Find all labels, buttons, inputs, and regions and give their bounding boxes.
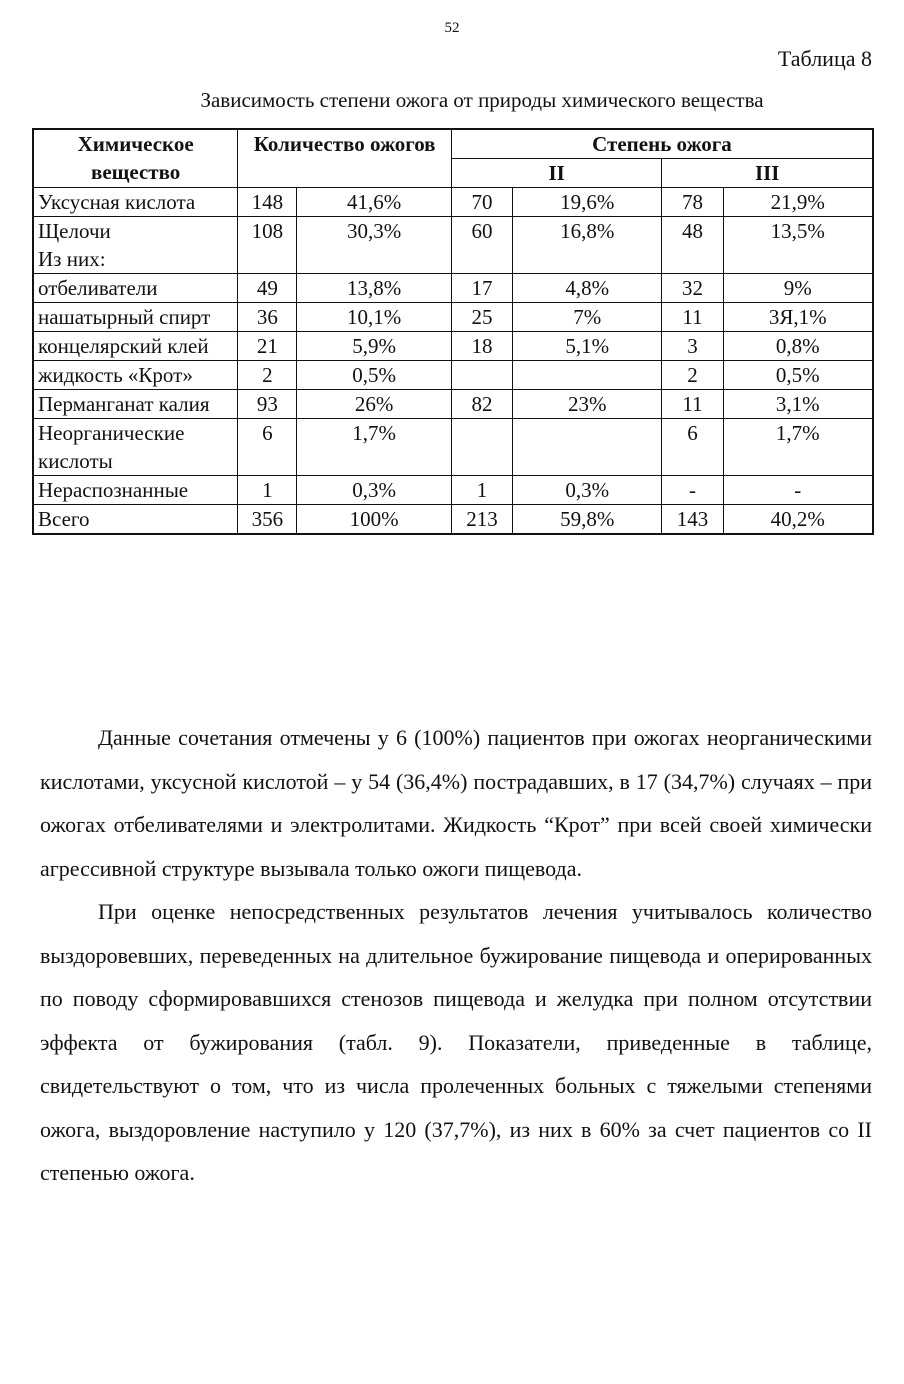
cell-p2: 4,8% xyxy=(513,274,662,303)
cell-p3: 21,9% xyxy=(723,188,873,217)
cell-p: 26% xyxy=(297,390,452,419)
cell-n3: 6 xyxy=(662,419,723,476)
table-row xyxy=(33,476,873,505)
cell-n3: 143 xyxy=(662,505,723,535)
cell-n2: 70 xyxy=(451,188,512,217)
table-row xyxy=(33,390,873,419)
cell-n2 xyxy=(451,245,512,274)
table-caption: Зависимость степени ожога от природы химического вещества xyxy=(200,88,764,112)
table-row xyxy=(33,188,873,217)
cell-name: Неорганические кислоты xyxy=(33,419,238,476)
cell-p: 30,3% xyxy=(297,217,452,246)
cell-n2 xyxy=(451,361,512,390)
cell-name: Из них: xyxy=(33,245,238,274)
cell-n: 49 xyxy=(238,274,297,303)
cell-p3: - xyxy=(723,476,873,505)
table-label: Таблица 8 xyxy=(777,46,872,71)
cell-p3: 3Я,1% xyxy=(723,303,873,332)
cell-n3 xyxy=(662,245,723,274)
table-row xyxy=(33,361,873,390)
cell-p2: 16,8% xyxy=(513,217,662,246)
cell-n2 xyxy=(451,419,512,476)
cell-n xyxy=(238,245,297,274)
header-degree: Степень ожога xyxy=(451,129,873,159)
cell-p3: 3,1% xyxy=(723,390,873,419)
table-row xyxy=(33,245,873,274)
cell-name: жидкость «Крот» xyxy=(33,361,238,390)
cell-name: Уксусная кислота xyxy=(33,188,238,217)
cell-name: отбеливатели xyxy=(33,274,238,303)
cell-p3: 0,5% xyxy=(723,361,873,390)
cell-n: 356 xyxy=(238,505,297,535)
cell-name: Щелочи xyxy=(33,217,238,246)
cell-p: 1,7% xyxy=(297,419,452,476)
cell-n3: 2 xyxy=(662,361,723,390)
table-row xyxy=(33,419,873,476)
cell-n: 21 xyxy=(238,332,297,361)
table-row xyxy=(33,217,873,246)
paragraph: При оценке непосредственных результатов лечения учитывалось количество выздоровевших, переведенных на длительное бужирование пищевода и оперированных по поводу сформировавшихся стенозов пищевода и желудка при полном отсутствии эффекта от бужирования (табл. 9). Показатели, приведенные в таблице, свидетельствуют о том, что из числа пролеченных больных с тяжелыми степенями ожога, выздоровление наступило у 120 (37,7%), из них в 60% за счет пациентов со II степенью ожога. xyxy=(40,899,872,1185)
cell-n3: 48 xyxy=(662,217,723,246)
cell-n2: 18 xyxy=(451,332,512,361)
cell-p3: 1,7% xyxy=(723,419,873,476)
cell-name: концелярский клей xyxy=(33,332,238,361)
cell-p2 xyxy=(513,361,662,390)
cell-p2: 59,8% xyxy=(513,505,662,535)
cell-p3: 40,2% xyxy=(723,505,873,535)
cell-name: Всего xyxy=(33,505,238,535)
header-degree-3: III xyxy=(662,159,873,188)
cell-n2: 25 xyxy=(451,303,512,332)
cell-p2: 19,6% xyxy=(513,188,662,217)
cell-p2: 0,3% xyxy=(513,476,662,505)
cell-p2: 5,1% xyxy=(513,332,662,361)
cell-n: 36 xyxy=(238,303,297,332)
cell-n: 1 xyxy=(238,476,297,505)
cell-name: Нераспознанные xyxy=(33,476,238,505)
header-substance: Химическое вещество xyxy=(33,129,238,188)
header-degree-2: II xyxy=(451,159,662,188)
table-row xyxy=(33,274,873,303)
table-row xyxy=(33,303,873,332)
cell-n3: 3 xyxy=(662,332,723,361)
cell-p3: 13,5% xyxy=(723,217,873,246)
cell-p: 10,1% xyxy=(297,303,452,332)
cell-p: 0,5% xyxy=(297,361,452,390)
cell-n2: 1 xyxy=(451,476,512,505)
cell-p: 100% xyxy=(297,505,452,535)
cell-name: нашатырный спирт xyxy=(33,303,238,332)
cell-n3: - xyxy=(662,476,723,505)
cell-p3 xyxy=(723,245,873,274)
cell-p3: 9% xyxy=(723,274,873,303)
cell-p2 xyxy=(513,419,662,476)
cell-p: 41,6% xyxy=(297,188,452,217)
cell-n: 2 xyxy=(238,361,297,390)
cell-n3: 32 xyxy=(662,274,723,303)
cell-n: 148 xyxy=(238,188,297,217)
cell-n3: 11 xyxy=(662,390,723,419)
cell-n: 108 xyxy=(238,217,297,246)
cell-n: 6 xyxy=(238,419,297,476)
cell-n2: 17 xyxy=(451,274,512,303)
cell-n2: 60 xyxy=(451,217,512,246)
cell-p xyxy=(297,245,452,274)
header-count: Количество ожогов xyxy=(238,129,452,188)
cell-p2 xyxy=(513,245,662,274)
cell-n3: 11 xyxy=(662,303,723,332)
cell-p2: 23% xyxy=(513,390,662,419)
cell-n: 93 xyxy=(238,390,297,419)
cell-p3: 0,8% xyxy=(723,332,873,361)
cell-p: 0,3% xyxy=(297,476,452,505)
table-row xyxy=(33,332,873,361)
cell-n2: 213 xyxy=(451,505,512,535)
cell-p2: 7% xyxy=(513,303,662,332)
burn-degree-table xyxy=(32,128,874,535)
cell-p: 5,9% xyxy=(297,332,452,361)
paragraph: Данные сочетания отмечены у 6 (100%) пациентов при ожогах неорганическими кислотами, уксусной кислотой – у 54 (36,4%) пострадавших, в 17 (34,7%) случаях – при ожогах отбеливателями и электролитами. Жидкость “Крот” при всей своей химически агрессивной структуре вызывала только ожоги пищевода. xyxy=(40,725,872,881)
page-number: 52 xyxy=(444,20,460,36)
cell-n3: 78 xyxy=(662,188,723,217)
cell-name: Перманганат калия xyxy=(33,390,238,419)
body-text xyxy=(40,716,872,1195)
table-row xyxy=(33,505,873,535)
cell-p: 13,8% xyxy=(297,274,452,303)
cell-n2: 82 xyxy=(451,390,512,419)
